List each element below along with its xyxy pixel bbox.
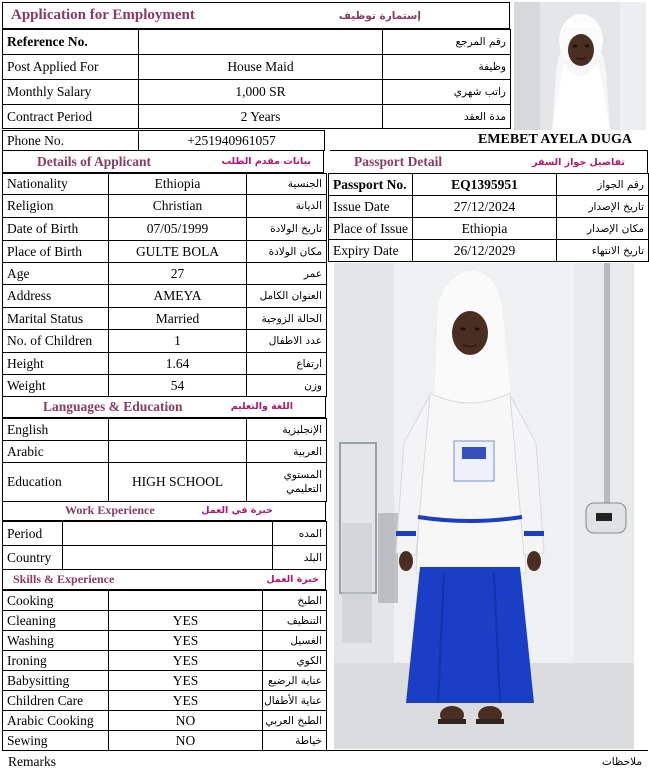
form-title-arabic: إستمارة توظيف [338, 9, 421, 22]
applicant-portrait-photo [514, 2, 646, 130]
passport-title: Passport Detail [354, 154, 443, 169]
phone-value: +251940961057 [139, 131, 325, 151]
marital-label: Marital Status [3, 308, 109, 330]
children-value: 1 [109, 330, 247, 353]
washing-value: YES [109, 631, 263, 651]
cooking-label-arabic: الطبخ [263, 591, 327, 611]
age-label-arabic: عمر [247, 263, 327, 285]
table-row [3, 375, 327, 397]
sewing-value: NO [109, 731, 263, 751]
period-label: Period [3, 522, 63, 546]
place-of-issue-label-arabic: مكان الإصدار [557, 218, 649, 240]
skills-table [2, 590, 327, 751]
children-care-label-arabic: عناية الأطفال [263, 691, 327, 711]
expiry-date-label: Expiry Date [329, 240, 413, 262]
contract-value: 2 Years [139, 105, 383, 129]
passport-no-value: EQ1395951 [413, 174, 557, 196]
table-row [3, 522, 327, 546]
post-label-arabic: وظيفة [383, 55, 511, 80]
address-label-arabic: العنوان الكامل [247, 285, 327, 308]
ironing-label: Ironing [3, 651, 109, 671]
ironing-label-arabic: الكوي [263, 651, 327, 671]
nationality-label-arabic: الجنسية [247, 174, 327, 195]
religion-label: Religion [3, 195, 109, 218]
dob-value: 07/05/1999 [109, 218, 247, 241]
table-row [3, 308, 327, 330]
table-row [3, 80, 511, 105]
english-label: English [3, 419, 109, 441]
table-row [3, 285, 327, 308]
work-title: Work Experience [65, 503, 155, 517]
form-title: Application for Employment [11, 7, 195, 23]
dob-label: Date of Birth [3, 218, 109, 241]
expiry-date-label-arabic: تاريخ الانتهاء [557, 240, 649, 262]
english-label-arabic: الإنجليزية [247, 419, 327, 441]
passport-section-header [330, 150, 648, 173]
remarks-row [2, 750, 648, 772]
washing-label-arabic: الغسيل [263, 631, 327, 651]
table-row [3, 671, 327, 691]
post-value: House Maid [139, 55, 383, 80]
table-row [3, 419, 327, 441]
height-value: 1.64 [109, 353, 247, 375]
country-label-arabic: البلد [273, 546, 327, 570]
arabic-label-arabic: العربية [247, 441, 327, 463]
sewing-label-arabic: خياطة [263, 731, 327, 751]
babysitting-value: YES [109, 671, 263, 691]
arabic-cooking-label-arabic: الطبخ العربي [263, 711, 327, 731]
full-body-illustration [334, 263, 634, 749]
babysitting-label-arabic: عناية الرضيع [263, 671, 327, 691]
table-row [3, 174, 327, 195]
table-row [3, 691, 327, 711]
details-section-header [2, 150, 324, 173]
contract-label: Contract Period [3, 105, 139, 129]
reference-value [139, 30, 383, 55]
salary-label-arabic: راتب شهري [383, 80, 511, 105]
weight-label-arabic: وزن [247, 375, 327, 397]
cleaning-label-arabic: التنظيف [263, 611, 327, 631]
issue-date-value: 27/12/2024 [413, 196, 557, 218]
table-row [3, 731, 327, 751]
details-title-arabic: بيانات مقدم الطلب [221, 156, 311, 167]
religion-label-arabic: الديانة [247, 195, 327, 218]
arabic-cooking-label: Arabic Cooking [3, 711, 109, 731]
country-label: Country [3, 546, 63, 570]
washing-label: Washing [3, 631, 109, 651]
details-title: Details of Applicant [37, 153, 152, 169]
passport-table [328, 173, 649, 262]
table-row [3, 131, 325, 151]
height-label-arabic: ارتفاع [247, 353, 327, 375]
languages-section-header [2, 396, 326, 418]
sewing-label: Sewing [3, 731, 109, 751]
table-row [3, 30, 511, 55]
table-row [3, 631, 327, 651]
education-value: HIGH SCHOOL [109, 463, 247, 502]
table-row [329, 218, 649, 240]
height-label: Height [3, 353, 109, 375]
place-of-issue-value: Ethiopia [413, 218, 557, 240]
work-section-header [2, 501, 326, 521]
table-row [3, 218, 327, 241]
religion-value: Christian [109, 195, 247, 218]
table-row [3, 546, 327, 570]
languages-table [2, 418, 327, 502]
address-label: Address [3, 285, 109, 308]
table-row [3, 441, 327, 463]
skills-title: Skills & Experience [13, 571, 115, 586]
children-care-value: YES [109, 691, 263, 711]
table-row [3, 711, 327, 731]
reference-label: Reference No. [3, 30, 139, 55]
table-row [3, 55, 511, 80]
contract-label-arabic: مدة العقد [383, 105, 511, 129]
top-info-table [2, 29, 511, 129]
table-row [3, 105, 511, 129]
pob-value: GULTE BOLA [109, 241, 247, 263]
nationality-value: Ethiopia [109, 174, 247, 195]
table-row [329, 174, 649, 196]
nationality-label: Nationality [3, 174, 109, 195]
weight-value: 54 [109, 375, 247, 397]
cleaning-label: Cleaning [3, 611, 109, 631]
salary-label: Monthly Salary [3, 80, 139, 105]
period-label-arabic: المده [273, 522, 327, 546]
arabic-value [109, 441, 247, 463]
table-row [329, 240, 649, 262]
education-label: Education [3, 463, 109, 502]
place-of-issue-label: Place of Issue [329, 218, 413, 240]
details-table [2, 173, 327, 397]
ironing-value: YES [109, 651, 263, 671]
phone-table [2, 130, 325, 151]
passport-title-arabic: تفاصيل جواز السفر [532, 156, 625, 168]
issue-date-label-arabic: تاريخ الإصدار [557, 196, 649, 218]
table-row [3, 195, 327, 218]
post-label: Post Applied For [3, 55, 139, 80]
reference-label-arabic: رقم المرجع [383, 30, 511, 55]
period-value [63, 522, 273, 546]
portrait-illustration [514, 2, 646, 130]
table-row [3, 651, 327, 671]
cleaning-value: YES [109, 611, 263, 631]
table-row [3, 353, 327, 375]
pob-label: Place of Birth [3, 241, 109, 263]
skills-title-arabic: خبرة العمل [266, 573, 319, 585]
arabic-label: Arabic [3, 441, 109, 463]
children-label: No. of Children [3, 330, 109, 353]
cooking-value [109, 591, 263, 611]
phone-label: Phone No. [3, 131, 139, 151]
form-header [2, 2, 510, 29]
weight-label: Weight [3, 375, 109, 397]
age-label: Age [3, 263, 109, 285]
remarks-label: Remarks [8, 753, 56, 769]
table-row [3, 463, 327, 502]
children-care-label: Children Care [3, 691, 109, 711]
salary-value: 1,000 SR [139, 80, 383, 105]
languages-title-arabic: اللغة والتعليم [230, 401, 293, 412]
age-value: 27 [109, 263, 247, 285]
table-row [329, 196, 649, 218]
applicant-name: EMEBET AYELA DUGA [477, 132, 632, 147]
education-label-arabic: المستوي التعليمي [247, 463, 327, 502]
passport-no-label: Passport No. [329, 174, 413, 196]
cooking-label: Cooking [3, 591, 109, 611]
babysitting-label: Babysitting [3, 671, 109, 691]
work-title-arabic: خبرة في العمل [201, 505, 273, 516]
table-row [3, 241, 327, 263]
arabic-cooking-value: NO [109, 711, 263, 731]
address-value: AMEYA [109, 285, 247, 308]
languages-title: Languages & Education [43, 398, 183, 414]
skills-section-header [2, 569, 326, 590]
table-row [3, 263, 327, 285]
marital-value: Married [109, 308, 247, 330]
children-label-arabic: عدد الاطفال [247, 330, 327, 353]
expiry-date-value: 26/12/2029 [413, 240, 557, 262]
passport-no-label-arabic: رقم الجواز [557, 174, 649, 196]
applicant-full-body-photo [334, 263, 634, 749]
country-value [63, 546, 273, 570]
table-row [3, 611, 327, 631]
english-value [109, 419, 247, 441]
marital-label-arabic: الحالة الزوجية [247, 308, 327, 330]
work-table [2, 521, 327, 570]
table-row [3, 591, 327, 611]
pob-label-arabic: مكان الولادة [247, 241, 327, 263]
dob-label-arabic: تاريخ الولادة [247, 218, 327, 241]
table-row [3, 330, 327, 353]
issue-date-label: Issue Date [329, 196, 413, 218]
remarks-label-arabic: ملاحظات [601, 755, 642, 768]
